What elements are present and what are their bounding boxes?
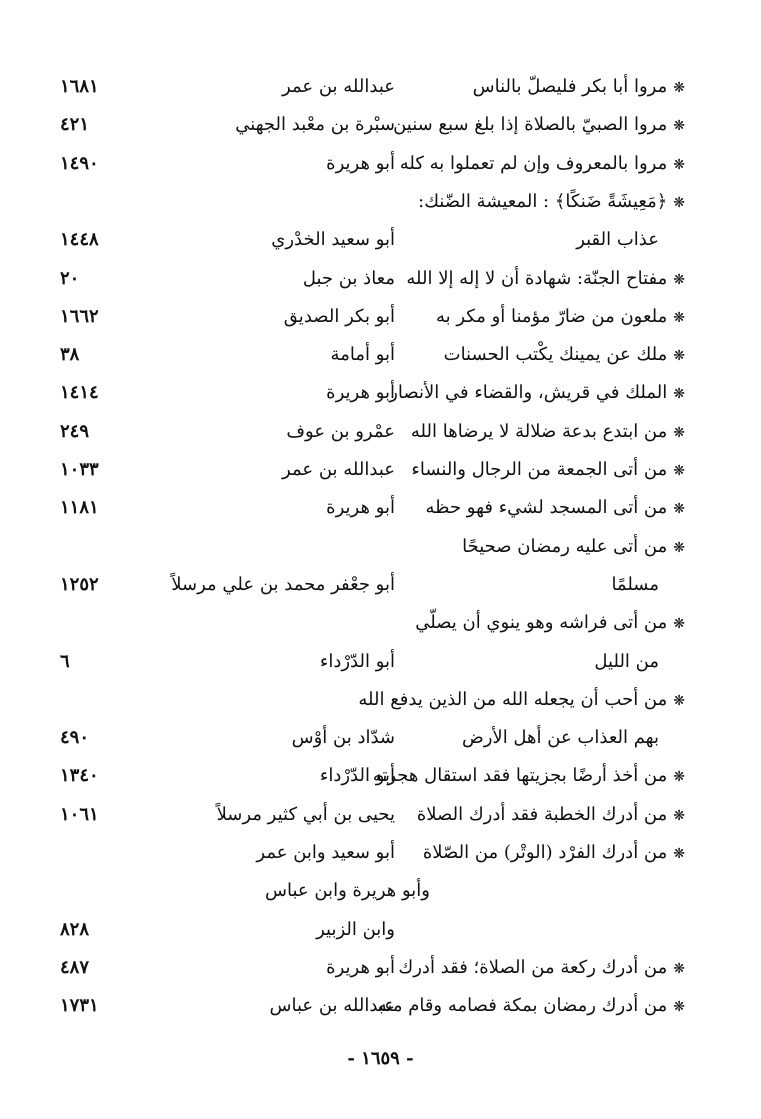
index-entry xyxy=(60,530,685,564)
hadith-text-label: من ابتدع بدعة ضلالة لا يرضاها الله xyxy=(410,420,668,442)
hadith-text-label: ملك عن يمينك يكْتب الحسنات xyxy=(443,344,668,366)
hadith-text-label: عذاب القبر xyxy=(576,229,659,251)
reference-number: ٤٨٧ xyxy=(60,956,90,978)
hadith-text-label: ملعون من ضارّ مؤمنا أو مكر به xyxy=(435,305,668,327)
index-entry xyxy=(60,989,685,1023)
reference-number: ١٠٣٣ xyxy=(60,459,99,480)
reference-number: ١٠٦١ xyxy=(60,803,99,825)
index-entry xyxy=(60,798,685,832)
hadith-text xyxy=(406,262,685,297)
hadith-text-label: من أدرك الخطبة فقد أدرك الصلاة xyxy=(416,803,668,825)
asterisk-icon: ❋ xyxy=(673,463,685,479)
narrator: وابن الزبير xyxy=(316,918,395,940)
hadith-text-label: من أدرك الفرْد (الوتْر) من الصّلاة xyxy=(422,842,668,863)
hadith-text xyxy=(415,606,685,641)
asterisk-icon: ❋ xyxy=(673,692,685,709)
narrator: عمْرو بن عوف xyxy=(286,420,395,442)
hadith-text xyxy=(576,223,659,257)
hadith-text-label: من أتى فراشه وهو ينوي أن يصلّي xyxy=(415,612,668,634)
asterisk-icon: ❋ xyxy=(673,616,685,633)
hadith-text-label: مسلمًا xyxy=(611,573,659,595)
narrator: أبو جعْفر محمد بن علي مرسلاً xyxy=(171,573,395,595)
index-entry xyxy=(60,453,685,487)
index-entry xyxy=(60,874,685,908)
hadith-text xyxy=(418,185,685,220)
hadith-text xyxy=(411,415,685,450)
narrator: أبو هريرة xyxy=(326,152,395,174)
narrator: أبو الدّرْداء xyxy=(319,765,395,787)
index-entry xyxy=(60,721,685,755)
hadith-text-label: من أحب أن يجعله الله من الذين يدفع الله xyxy=(358,688,668,710)
hadith-text-label: من أدرك ركعة من الصلاة؛ فقد أدرك xyxy=(398,956,668,978)
asterisk-icon: ❋ xyxy=(673,118,685,135)
asterisk-icon: ❋ xyxy=(673,960,685,977)
hadith-text-label: بهم العذاب عن أهل الأرض xyxy=(461,727,659,749)
hadith-text-label: من أدرك رمضان بمكة فصامه وقام منه xyxy=(377,995,668,1017)
narrator: معاذ بن جبل xyxy=(302,267,395,289)
asterisk-icon: ❋ xyxy=(673,999,685,1016)
hadith-text xyxy=(393,108,685,143)
index-entry xyxy=(60,300,685,334)
index-entry xyxy=(60,223,685,257)
narrator: شدّاد بن أوْس xyxy=(291,727,395,749)
reference-number: ١٤٩٠ xyxy=(60,152,99,174)
asterisk-icon: ❋ xyxy=(673,156,685,173)
hadith-text xyxy=(444,338,685,373)
reference-number: ٣٨ xyxy=(60,344,80,366)
asterisk-icon: ❋ xyxy=(673,807,685,824)
index-entry xyxy=(60,338,685,372)
hadith-text-label: مروا بالمعروف وإن لم تعملوا به كله xyxy=(399,152,668,174)
reference-number: ٦ xyxy=(60,650,70,672)
hadith-text xyxy=(389,376,685,411)
asterisk-icon: ❋ xyxy=(673,769,685,786)
asterisk-icon: ❋ xyxy=(673,846,685,862)
reference-number: ٤٢١ xyxy=(60,114,90,136)
hadith-text xyxy=(373,759,685,794)
index-entry xyxy=(60,645,685,679)
index-entry xyxy=(60,759,685,793)
narrator: أبو هريرة xyxy=(326,956,395,978)
hadith-text xyxy=(462,721,659,755)
hadith-text xyxy=(423,836,685,871)
narrator: أبو الدّرْداء xyxy=(319,650,395,672)
hadith-text-label: من أتى الجمعة من الرجال والنساء xyxy=(411,459,668,480)
asterisk-icon: ❋ xyxy=(673,348,685,365)
reference-number: ١١٨١ xyxy=(60,497,99,519)
index-entry xyxy=(60,376,685,410)
hadith-text xyxy=(358,683,685,718)
index-entry xyxy=(60,951,685,985)
narrator: أبو سعيد الخدْري xyxy=(271,229,395,251)
narrator: وأبو هريرة وابن عباس xyxy=(265,880,430,902)
reference-number: ١٧٣١ xyxy=(60,995,99,1017)
reference-number: ١٤٤٨ xyxy=(60,229,99,251)
narrator: أبو هريرة xyxy=(326,497,395,519)
asterisk-icon: ❋ xyxy=(673,424,685,441)
hadith-text-label: من أتى المسجد لشيء فهو حظه xyxy=(425,497,668,519)
index-entry xyxy=(60,415,685,449)
hadith-text xyxy=(426,491,685,526)
reference-number: ٤٩٠ xyxy=(60,727,90,749)
narrator: يحيى بن أبي كثير مرسلاً xyxy=(216,803,395,825)
hadith-text-label: مفتاح الجنّة: شهادة أن لا إله إلا الله xyxy=(406,267,668,289)
hadith-text xyxy=(594,645,659,679)
index-entry xyxy=(60,568,685,602)
narrator: أبو بكر الصديق xyxy=(283,305,395,327)
hadith-text-label: من أتى عليه رمضان صحيحًا xyxy=(462,535,668,557)
index-entry xyxy=(60,147,685,181)
page-number: - ١٦٥٩ - xyxy=(347,1048,414,1069)
index-entry xyxy=(60,683,685,717)
narrator: أبو أمامة xyxy=(330,344,395,366)
asterisk-icon: ❋ xyxy=(673,386,685,403)
reference-number: ١٦٨١ xyxy=(60,76,99,97)
asterisk-icon: ❋ xyxy=(673,194,685,211)
narrator: عبدالله بن عمر xyxy=(282,76,395,97)
hadith-text xyxy=(411,453,685,488)
narrator: عبدالله بن عمر xyxy=(282,459,395,480)
narrator: أبو سعيد وابن عمر xyxy=(256,842,395,863)
index-entry xyxy=(60,836,685,870)
reference-number: ٨٢٨ xyxy=(60,918,90,940)
hadith-text-label: ﴿مَعِيشَةً ضَنكًا﴾ : المعيشة الضّنك: xyxy=(418,190,668,212)
hadith-text-label: من الليل xyxy=(594,650,659,672)
index-entry xyxy=(60,262,685,296)
narrator: سبْرة بن معْبد الجهني xyxy=(235,114,395,136)
hadith-text xyxy=(417,798,685,833)
asterisk-icon: ❋ xyxy=(673,539,685,556)
narrator: عبدالله بن عباس xyxy=(269,995,395,1017)
asterisk-icon: ❋ xyxy=(673,501,685,518)
index-entry xyxy=(60,108,685,142)
reference-number: ٢٤٩ xyxy=(60,420,90,442)
narrator: أبو هريرة xyxy=(326,382,395,404)
hadith-text-label: الملك في قريش، والقضاء في الأنصار xyxy=(389,382,668,404)
hadith-text xyxy=(436,300,685,335)
index-entry xyxy=(60,70,685,104)
reference-number: ١٢٥٢ xyxy=(60,573,99,595)
index-entry xyxy=(60,491,685,525)
asterisk-icon: ❋ xyxy=(673,271,685,288)
hadith-text xyxy=(473,70,685,105)
hadith-text xyxy=(462,530,685,565)
hadith-text xyxy=(611,568,659,602)
asterisk-icon: ❋ xyxy=(673,309,685,326)
reference-number: ٢٠ xyxy=(60,267,80,289)
reference-number: ١٤١٤ xyxy=(60,382,99,404)
hadith-text-label: مروا الصبيّ بالصلاة إذا بلغ سبع سنين xyxy=(393,114,668,136)
hadith-text xyxy=(398,951,685,986)
reference-number: ١٣٤٠ xyxy=(60,765,99,787)
hadith-text xyxy=(378,989,685,1024)
asterisk-icon: ❋ xyxy=(673,80,685,96)
reference-number: ١٦٦٢ xyxy=(60,305,99,327)
index-entry xyxy=(60,606,685,640)
index-entry xyxy=(60,185,685,219)
hadith-text-label: مروا أبا بكر فليصلّ بالناس xyxy=(472,76,668,97)
index-entry xyxy=(60,913,685,947)
hadith-text-label: من أخذ أرضًا بجزيتها فقد استقال هجرته xyxy=(372,765,668,787)
hadith-text xyxy=(400,147,685,182)
